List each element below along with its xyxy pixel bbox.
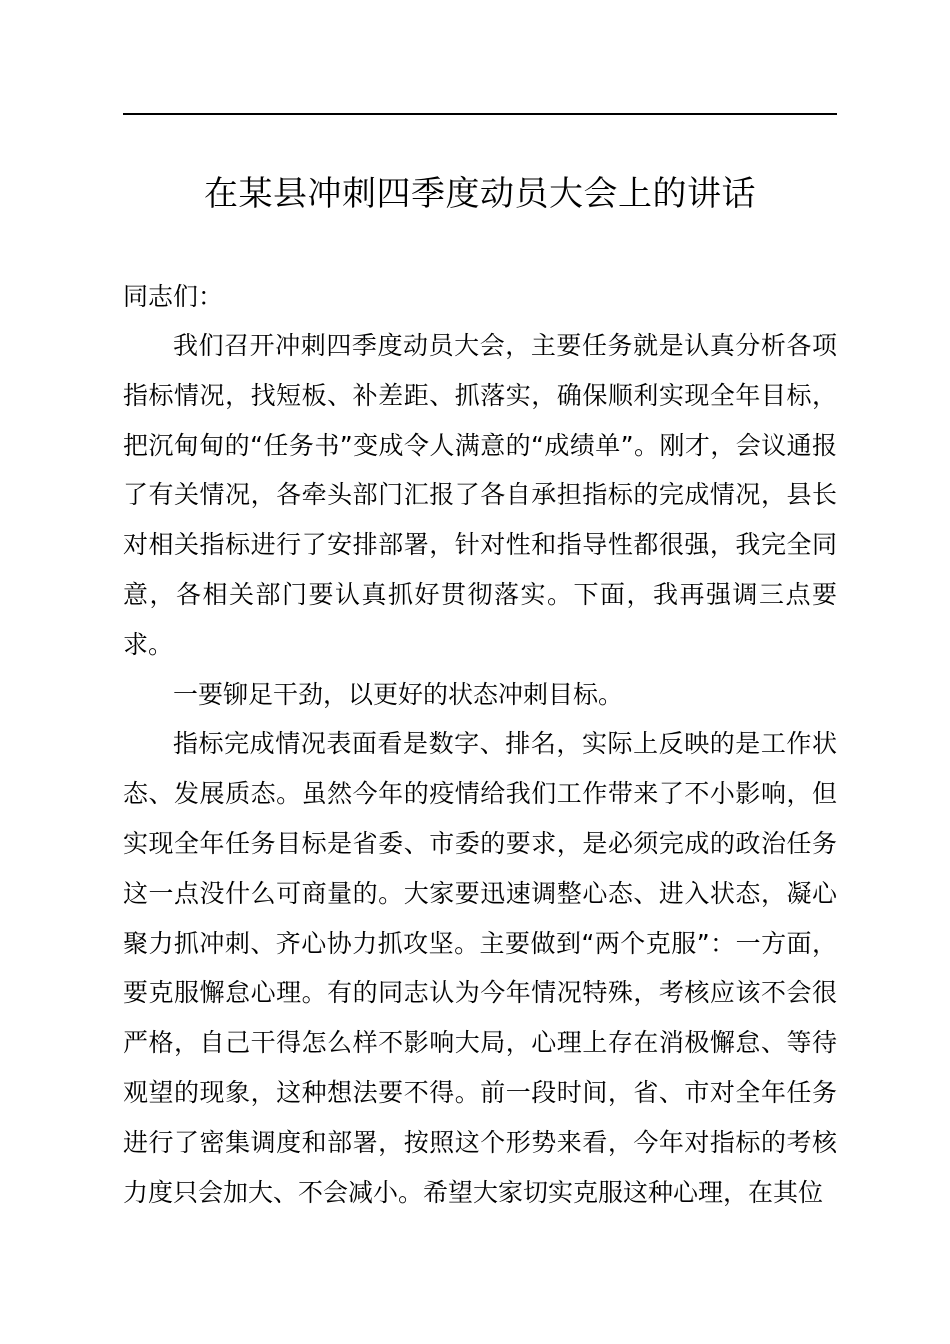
paragraph-heading-1: 一要铆足干劲，以更好的状态冲刺目标。: [173, 679, 624, 709]
document-body: [123, 321, 837, 1217]
paragraph-point-1: 指标完成情况表面看是数字、排名，实际上反映的是工作状态、发展质态。虽然今年的疫情给我们工作带来了不小影响，但实现全年任务目标是省委、市委的要求，是必须完成的政治任务这一点没什么可商量的。大家要迅速调整心态、进入状态，凝心聚力抓冲刺、齐心协力抓攻坚。主要做到“两个克服”：一方面，要克服懈怠心理。有的同志认为今年情况特殊，考核应该不会很严格，自己干得怎么样不影响大局，心理上存在消极懈怠、等待观望的现象，这种想法要不得。前一段时间，省、市对全年任务进行了密集调度和部署，按照这个形势来看，今年对指标的考核力度只会加大、不会减小。希望大家切实克服这种心理，在其位: [123, 729, 837, 1207]
paragraph-intro: 我们召开冲刺四季度动员大会，主要任务就是认真分析各项指标情况，找短板、补差距、抓落实，确保顺利实现全年目标，把沉甸甸的“任务书”变成令人满意的“成绩单”。刚才，会议通报了有关情况，各牵头部门汇报了各自承担指标的完成情况，县长对相关指标进行了安排部署，针对性和指导性都很强，我完全同意，各相关部门要认真抓好贯彻落实。下面，我再强调三点要求。: [123, 331, 837, 659]
salutation: 同志们：: [123, 282, 224, 311]
header-rule: [123, 113, 837, 115]
page-title: 在某县冲刺四季度动员大会上的讲话: [204, 174, 756, 214]
